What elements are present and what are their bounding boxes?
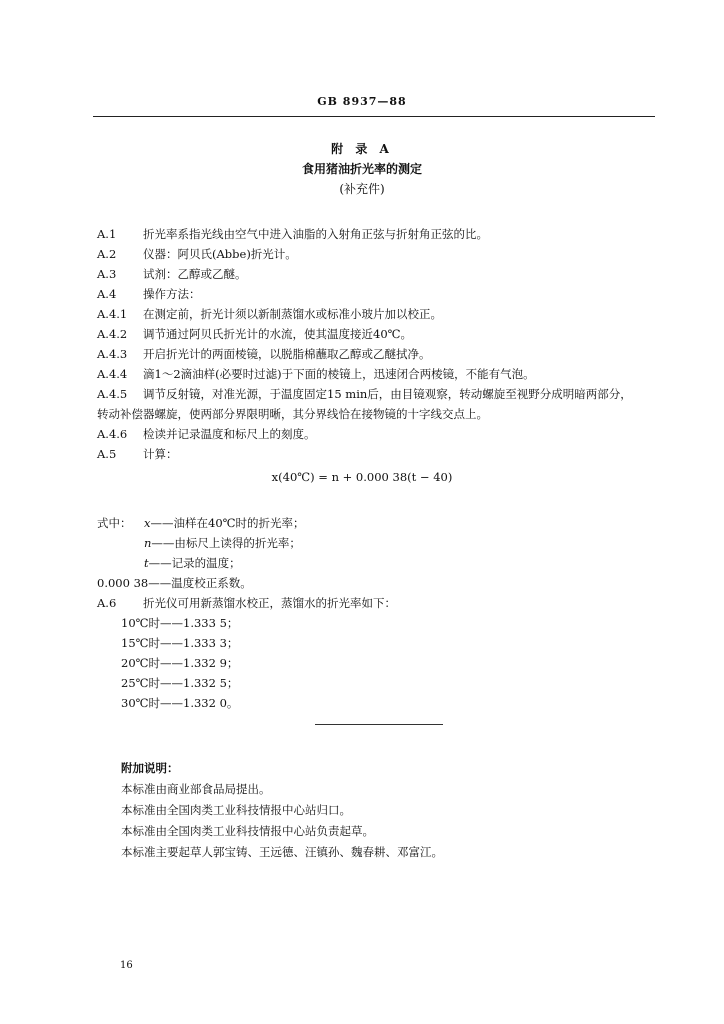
- variable-t: [144, 555, 241, 571]
- refraction-formula: x(40℃) = n + 0.000 38(t − 40): [271, 470, 453, 484]
- clause-number: A.4.5: [97, 387, 128, 401]
- variable-desc: ——由标尺上读得的折光率；: [151, 536, 301, 550]
- clause-text: 在测定前，折光计须以新制蒸馏水或标准小玻片加以校正。: [143, 307, 442, 321]
- section-divider: [315, 724, 443, 725]
- where-label: 式中：: [97, 516, 132, 530]
- clause-text: 开启折光计的两面棱镜，以脱脂棉蘸取乙醇或乙醚拭净。: [143, 347, 431, 361]
- variable-symbol: n: [144, 536, 152, 550]
- clause-a4: [97, 286, 201, 302]
- clause-text: 调节通过阿贝氏折光计的水流，使其温度接近40℃。: [143, 327, 412, 341]
- clause-number: A.2: [97, 247, 117, 261]
- clause-a46: [97, 426, 316, 442]
- coefficient-line: 0.000 38——温度校正系数。: [97, 576, 252, 590]
- clause-a42: [97, 326, 412, 342]
- clause-number: A.4.3: [97, 347, 128, 361]
- notes-line: 本标准主要起草人郭宝铸、王远德、汪镇孙、魏春耕、邓富江。: [121, 845, 443, 859]
- clause-number: A.4: [97, 287, 117, 301]
- variable-desc: ——记录的温度；: [148, 556, 241, 570]
- appendix-title: 食用猪油折光率的测定: [301, 162, 422, 176]
- variable-n: [144, 535, 301, 551]
- clause-text: 检读并记录温度和标尺上的刻度。: [143, 427, 316, 441]
- appendix-subtitle: (补充件): [339, 182, 385, 196]
- clause-a5: [97, 446, 178, 462]
- clause-a6: [97, 595, 396, 611]
- variable-desc: ——油样在40℃时的折光率；: [150, 516, 305, 530]
- clause-number: A.6: [97, 596, 117, 610]
- clause-text: 操作方法：: [143, 287, 201, 301]
- clause-number: A.4.6: [97, 427, 128, 441]
- appendix-label: 附 录 A: [331, 142, 393, 156]
- water-value-20: 20℃时——1.332 9；: [121, 656, 239, 670]
- clause-a43: [97, 346, 431, 362]
- notes-line: 本标准由全国肉类工业科技情报中心站负责起草。: [121, 824, 374, 838]
- clause-a1: [97, 226, 488, 242]
- water-value-30: 30℃时——1.332 0。: [121, 696, 239, 710]
- clause-text: 折光率系指光线由空气中进入油脂的入射角正弦与折射角正弦的比。: [143, 227, 488, 241]
- clause-a44: [97, 366, 535, 382]
- page-header: GB 8937—88: [317, 95, 407, 108]
- clause-text: 仪器：阿贝氏(Abbe)折光计。: [143, 247, 297, 261]
- clause-a41: [97, 306, 442, 322]
- clause-number: A.5: [97, 447, 117, 461]
- clause-text: 折光仪可用新蒸馏水校正，蒸馏水的折光率如下：: [143, 596, 396, 610]
- notes-heading: 附加说明：: [121, 761, 179, 775]
- notes-line: 本标准由商业部食品局提出。: [121, 782, 271, 796]
- water-value-15: 15℃时——1.333 3；: [121, 636, 239, 650]
- clause-text: 计算：: [143, 447, 178, 461]
- page-number: 16: [120, 960, 133, 971]
- clause-number: A.1: [97, 227, 117, 241]
- header-rule: [93, 116, 655, 117]
- clause-a2: [97, 246, 297, 262]
- variable-symbol: x: [144, 516, 151, 530]
- clause-number: A.4.2: [97, 327, 128, 341]
- clause-a45: [97, 386, 632, 402]
- clause-number: A.4.4: [97, 367, 128, 381]
- notes-line: 本标准由全国肉类工业科技情报中心站归口。: [121, 803, 351, 817]
- clause-a3: [97, 266, 247, 282]
- clause-number: A.3: [97, 267, 117, 281]
- clause-text: 滴1～2滴油样(必要时过滤)于下面的棱镜上，迅速闭合两棱镜，不能有气泡。: [143, 367, 535, 381]
- variable-x: [144, 515, 305, 531]
- water-value-10: 10℃时——1.333 5；: [121, 616, 239, 630]
- clause-a45-continuation: 转动补偿器螺旋，使两部分界限明晰，其分界线恰在接物镜的十字线交点上。: [97, 407, 488, 421]
- clause-number: A.4.1: [97, 307, 128, 321]
- water-value-25: 25℃时——1.332 5；: [121, 676, 239, 690]
- clause-text: 调节反射镜，对准光源，于温度固定15 min后，由目镜观察，转动螺旋至视野分成明暗两部分，: [143, 387, 632, 401]
- clause-text: 试剂：乙醇或乙醚。: [143, 267, 247, 281]
- variable-symbol: t: [144, 556, 149, 570]
